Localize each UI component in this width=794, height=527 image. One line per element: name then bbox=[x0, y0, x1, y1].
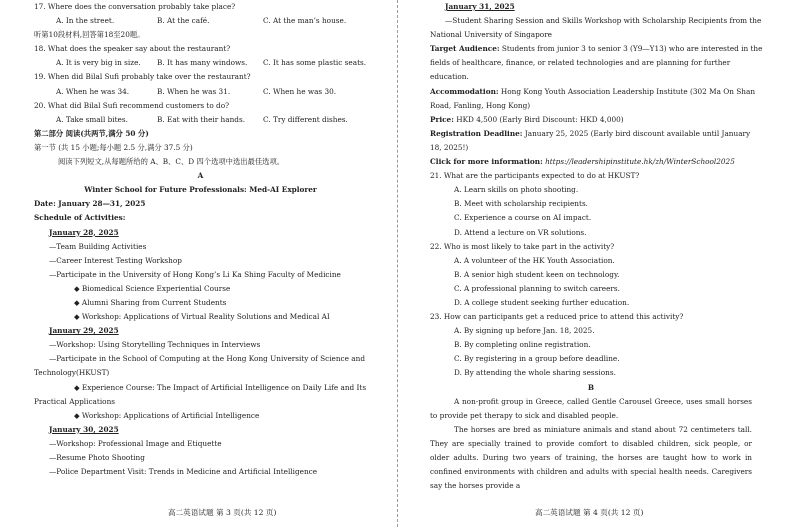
passage-b-label: B bbox=[587, 382, 595, 392]
section-one-heading: 第一节 (共 15 小题;每小题 2.5 分,满分 37.5 分) bbox=[34, 142, 193, 152]
accommodation-text: Hong Kong Youth Association Leadership Institute (302 Ma On Shan bbox=[498, 86, 756, 96]
option-b: B. A senior high student keen on technology. bbox=[454, 269, 620, 279]
question-20: 20. What did Bilal Sufi recommend customers to do? bbox=[34, 100, 230, 110]
target-audience-text: education. bbox=[430, 72, 469, 82]
option-a: A. Take small bites. bbox=[56, 114, 128, 124]
listening-note: 听第10段材料,回答第18至20题。 bbox=[34, 30, 145, 40]
option-d: D. Attend a lecture on VR solutions. bbox=[454, 227, 587, 237]
option-c: C. A professional planning to switch careers. bbox=[454, 283, 620, 293]
target-audience-text: Students from junior 3 to senior 3 (Y9—Y13) who are interested in the bbox=[499, 44, 763, 54]
question-22: 22. Who is most likely to take part in the activity? bbox=[430, 241, 615, 251]
date-jan-28: January 28, 2025 bbox=[49, 227, 119, 237]
question-19: 19. When did Bilal Sufi probably take over the restaurant? bbox=[34, 72, 251, 82]
schedule-subitem: ◆ Alumni Sharing from Current Students bbox=[74, 297, 227, 307]
option-a: A. In the street. bbox=[56, 16, 115, 26]
passage-a-title: Winter School for Future Professionals: Med-AI Explorer bbox=[84, 185, 317, 195]
option-c: C. When he was 30. bbox=[263, 86, 337, 96]
schedule-item: —Participate in the School of Computing at the Hong Kong University of Science and bbox=[49, 354, 365, 364]
date-jan-30: January 30, 2025 bbox=[49, 424, 119, 434]
accommodation-text: Road, Fanling, Hong Kong) bbox=[430, 100, 531, 110]
left-column bbox=[34, 0, 367, 527]
question-21: 21. What are the participants expected to do at HKUST? bbox=[430, 171, 640, 181]
page-footer-right: 高二英语试题 第 4 页(共 12 页) bbox=[535, 508, 644, 517]
schedule-subitem: ◆ Experience Course: The Impact of Artificial Intelligence on Daily Life and Its bbox=[74, 382, 367, 392]
question-19-options bbox=[34, 85, 367, 99]
option-b: B. Meet with scholarship recipients. bbox=[454, 199, 589, 209]
question-23: 23. How can participants get a reduced price to attend this activity? bbox=[430, 312, 684, 322]
option-c: C. At the man’s house. bbox=[263, 16, 347, 26]
schedule-heading: Schedule of Activities: bbox=[34, 213, 126, 223]
option-c: C. It has some plastic seats. bbox=[263, 58, 367, 68]
date-jan-29: January 29, 2025 bbox=[49, 326, 119, 336]
option-d: D. By attending the whole sharing sessions. bbox=[454, 368, 616, 378]
schedule-item: —Participate in the University of Hong Kong’s Li Ka Shing Faculty of Medicine bbox=[49, 269, 341, 279]
option-c: C. Experience a course on AI impact. bbox=[454, 213, 592, 223]
option-c: C. Try different dishes. bbox=[263, 114, 348, 124]
schedule-item: —Career Interest Testing Workshop bbox=[49, 255, 182, 265]
target-audience-label: Target Audience: bbox=[430, 44, 500, 54]
date-jan-31: January 31, 2025 bbox=[445, 2, 515, 11]
option-b: B. By completing online registration. bbox=[454, 340, 591, 350]
event-date: Date: January 28—31, 2025 bbox=[34, 199, 146, 209]
option-d: D. A college student seeking further education. bbox=[454, 297, 630, 307]
part-two-heading: 第二部分 阅读(共两节,满分 50 分) bbox=[34, 128, 149, 138]
target-audience-text: fields of healthcare, finance, or related technologies and are planning for further bbox=[430, 58, 731, 68]
more-info-link[interactable]: https://leadershipinstitute.hk/zh/WinterSchool2025 bbox=[542, 157, 735, 167]
question-17: 17. Where does the conversation probably take place? bbox=[34, 2, 236, 11]
option-b: B. It has many windows. bbox=[157, 58, 248, 68]
option-c: C. By registering in a group before deadline. bbox=[454, 354, 620, 364]
passage-b-paragraph-2: The horses are bred as miniature animals and stand about 72 centimeters tall. They are specially trained to provide comfort to disabled children, sick people, or older adults. During two years of training, the horses are taught how to work in confined environments with children and adults with special health needs. Caregivers say the horses provide a bbox=[430, 424, 752, 491]
option-b: B. At the café. bbox=[157, 16, 210, 26]
schedule-item: —Police Department Visit: Trends in Medicine and Artificial Intelligence bbox=[49, 467, 318, 477]
schedule-subitem: ◆ Workshop: Applications of Virtual Reality Solutions and Medical AI bbox=[74, 312, 330, 322]
schedule-item: —Workshop: Using Storytelling Techniques in Interviews bbox=[49, 340, 261, 350]
price-label: Price: bbox=[430, 114, 454, 124]
page-footer-left: 高二英语试题 第 3 页(共 12 页) bbox=[168, 508, 277, 517]
registration-deadline-text: 18, 2025!) bbox=[430, 142, 469, 152]
option-a: A. Learn skills on photo shooting. bbox=[454, 185, 579, 195]
schedule-subitem-continued: Practical Applications bbox=[34, 396, 116, 406]
schedule-item: —Team Building Activities bbox=[49, 241, 147, 251]
question-18: 18. What does the speaker say about the restaurant? bbox=[34, 44, 231, 54]
option-a: A. It is very big in size. bbox=[56, 58, 141, 68]
price-text: HKD 4,500 (Early Bird Discount: HKD 4,000) bbox=[453, 114, 624, 124]
reading-instruction: 阅读下列短文,从每题所给的 A、B、C、D 四个选项中选出最佳选项。 bbox=[58, 157, 285, 167]
passage-a-label: A bbox=[197, 171, 204, 181]
passage-b-paragraph-1: A non-profit group in Greece, called Gentle Carousel Greece, uses small horses to provide pet therapy to sick and disabled people. bbox=[430, 396, 752, 420]
right-column bbox=[430, 0, 763, 527]
registration-deadline-text: January 25, 2025 (Early bird discount available until January bbox=[522, 128, 751, 138]
option-b: B. Eat with their hands. bbox=[157, 114, 246, 124]
schedule-item: —Resume Photo Shooting bbox=[49, 453, 145, 462]
column-divider bbox=[397, 0, 398, 527]
schedule-item-continued: Technology(HKUST) bbox=[34, 368, 110, 378]
accommodation-label: Accommodation: bbox=[430, 86, 499, 96]
schedule-subitem: ◆ Workshop: Applications of Artificial Intelligence bbox=[74, 410, 260, 420]
question-20-options bbox=[34, 113, 367, 127]
schedule-item: —Student Sharing Session and Skills Workshop with Scholarship Recipients from the bbox=[445, 16, 762, 26]
schedule-item: —Workshop: Professional Image and Etiquette bbox=[49, 438, 222, 448]
schedule-item-continued: National University of Singapore bbox=[430, 30, 552, 40]
option-a: A. When he was 34. bbox=[56, 86, 130, 96]
question-18-options bbox=[34, 56, 367, 70]
more-info-label: Click for more information: bbox=[430, 157, 543, 167]
option-a: A. A volunteer of the HK Youth Association. bbox=[454, 255, 615, 265]
registration-deadline-label: Registration Deadline: bbox=[430, 128, 523, 138]
schedule-subitem: ◆ Biomedical Science Experiential Course bbox=[74, 283, 231, 293]
question-17-options bbox=[34, 14, 367, 28]
option-b: B. When he was 31. bbox=[157, 86, 231, 96]
option-a: A. By signing up before Jan. 18, 2025. bbox=[454, 326, 595, 336]
